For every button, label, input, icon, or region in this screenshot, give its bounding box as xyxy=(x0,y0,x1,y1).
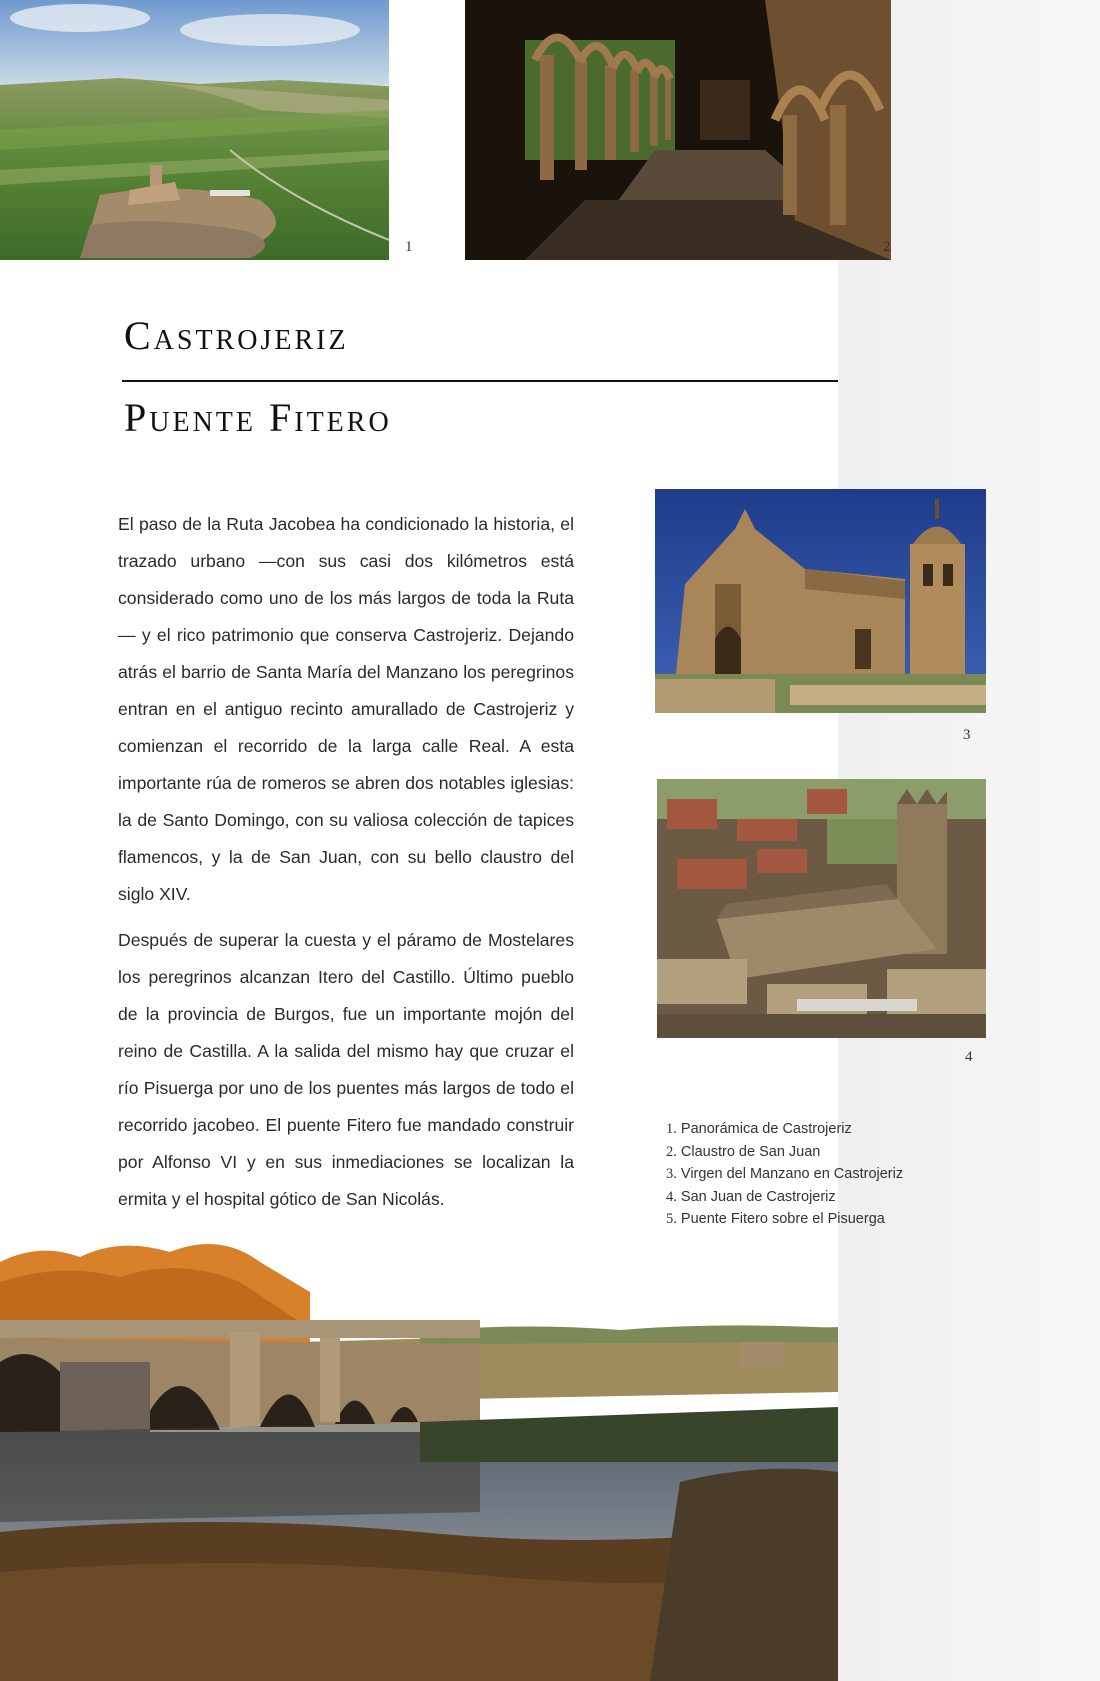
photo-panorama-castrojeriz xyxy=(0,0,389,260)
photo-number-2: 2 xyxy=(883,239,891,255)
photo-cloister-san-juan xyxy=(465,0,891,260)
caption-text: Panorámica de Castrojeriz xyxy=(680,1121,852,1137)
caption-text: Claustro de San Juan xyxy=(680,1143,821,1160)
caption-item xyxy=(666,1118,903,1141)
caption-item xyxy=(666,1208,903,1231)
article-body xyxy=(118,506,574,1227)
caption-text: San Juan de Castrojeriz xyxy=(680,1188,836,1205)
photo-san-juan-castrojeriz xyxy=(657,779,986,1038)
caption-number: 1. xyxy=(666,1121,677,1137)
page-subtitle: Puente Fitero xyxy=(124,395,392,440)
caption-number: 3. xyxy=(666,1166,677,1182)
page-title: Castrojeriz xyxy=(124,313,349,358)
photo-captions-list xyxy=(666,1118,903,1231)
photo-number-4: 4 xyxy=(965,1049,973,1065)
photo-number-1: 1 xyxy=(405,239,413,255)
title-divider xyxy=(122,380,838,382)
body-paragraph: Después de superar la cuesta y el páramo de Mostelares los peregrinos alcanzan Itero del Castillo. Último pueblo de la provincia de Burgos, fue un importante mojón del reino de Castilla. A la salida del mismo hay que cruzar el río Pisuerga por uno de los puentes más largos de todo el recorrido jacobeo. El puente Fitero fue mandado construir por Alfonso VI y en sus inmediaciones se localizan la ermita y el hospital gótico de San Nicolás. xyxy=(118,930,574,1209)
photo-number-3: 3 xyxy=(963,727,971,743)
photo-puente-fitero xyxy=(0,1232,838,1681)
caption-number: 5. xyxy=(666,1211,677,1227)
caption-text: Virgen del Manzano en Castrojeriz xyxy=(680,1166,904,1182)
caption-number: 4. xyxy=(666,1188,677,1205)
caption-number: 2. xyxy=(666,1143,677,1160)
photo-virgen-del-manzano xyxy=(655,489,986,713)
caption-item xyxy=(666,1186,903,1209)
caption-text: Puente Fitero sobre el Pisuerga xyxy=(680,1211,885,1227)
body-paragraph: El paso de la Ruta Jacobea ha condicionado la historia, el trazado urbano —con sus casi dos kilómetros está considerado como uno de los más largos de toda la Ruta— y el rico patrimonio que conserva Castrojeriz. Dejando atrás el barrio de Santa María del Manzano los peregrinos entran en el antiguo recinto amurallado de Castrojeriz y comienzan el recorrido de la larga calle Real. A esta importante rúa de romeros se abren dos notables iglesias: la de Santo Domingo, con su valiosa colección de tapices flamencos, y la de San Juan, con su bello claustro del siglo XIV. xyxy=(118,514,574,904)
caption-item xyxy=(666,1141,903,1164)
caption-item xyxy=(666,1163,903,1186)
